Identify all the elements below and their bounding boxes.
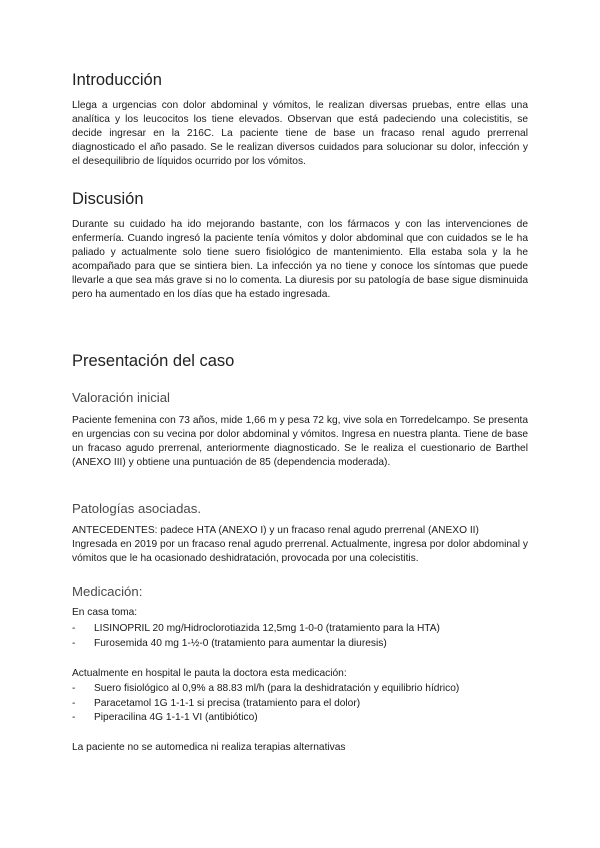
- list-item: - Suero fisiológico al 0,9% a 88.83 ml/h (para la deshidratación y equilibrio hídrico): [72, 682, 528, 697]
- list-item: - Furosemida 40 mg 1-½-0 (tratamiento para aumentar la diuresis): [72, 637, 528, 652]
- discusion-paragraph: Durante su cuidado ha ido mejorando bastante, con los fármacos y con las intervenciones de enfermería. Cuando ingresó la paciente tenía vómitos y dolor abdominal que con cuidados se le ha paliado y actualmente solo tiene suero fisiológico de mantenimiento. Ella estaba sola y la he acompañado para que se sintiera bien. La infección ya no tiene y conoce los síntomas que puede llevarle a que sea más grave si no lo comenta. La diuresis por su patología de base sigue disminuida pero ha aumentado en los días que ha estado ingresada.: [72, 219, 528, 300]
- hospital-medication-list: [72, 682, 528, 726]
- casa-label: En casa toma:: [72, 607, 138, 618]
- antecedentes-line: ANTECEDENTES: padece HTA (ANEXO I) y un fracaso renal agudo prerrenal (ANEXO II): [72, 525, 479, 536]
- introduccion-paragraph: Llega a urgencias con dolor abdominal y vómitos, le realizan diversas pruebas, entre ellas una analítica y los leucocitos los tiene elevados. Observan que está padeciendo una colecistitis, se decide ingresar en la 216C. La paciente tiene de base un fracaso renal agudo prerrenal diagnosticado el año pasado. Se le realizan diversos cuidados para solucionar su dolor, infección y el desequilibrio de líquidos ocurrido por los vómitos.: [72, 100, 528, 167]
- list-item: - Piperacilina 4G 1-1-1 VI (antibiótico): [72, 711, 528, 726]
- section-title-discusion: Discusión: [72, 190, 144, 208]
- closing-line: La paciente no se automedica ni realiza terapias alternativas: [72, 742, 346, 753]
- list-item: - Paracetamol 1G 1-1-1 si precisa (tratamiento para el dolor): [72, 697, 528, 712]
- list-item: - LISINOPRIL 20 mg/Hidroclorotiazida 12,5mg 1-0-0 (tratamiento para la HTA): [72, 622, 528, 637]
- subsection-title-patologias: Patologías asociadas.: [72, 501, 202, 516]
- casa-medication-list: [72, 622, 528, 651]
- patologias-paragraph: Ingresada en 2019 por un fracaso renal agudo prerrenal. Actualmente, ingresa por dolor abdominal y vómitos que le ha ocasionado deshidratación, provocada por una colecistitis.: [72, 539, 528, 564]
- valoracion-paragraph: Paciente femenina con 73 años, mide 1,66 m y pesa 72 kg, vive sola en Torredelcampo. Se presenta en urgencias con su vecina por dolor abdominal y vómitos. Ingresa en nuestra planta. Tiene de base un fracaso agudo prerrenal, anteriormente diagnosticado. Se le realiza el cuestionario de Barthel (ANEXO III) y obtiene una puntuación de 85 (dependencia moderada).: [72, 415, 528, 468]
- subsection-title-medicacion: Medicación:: [72, 584, 143, 599]
- hospital-label: Actualmente en hospital le pauta la doctora esta medicación:: [72, 668, 347, 679]
- subsection-title-valoracion: Valoración inicial: [72, 390, 170, 405]
- section-title-presentacion: Presentación del caso: [72, 352, 235, 370]
- section-title-introduccion: Introducción: [72, 71, 162, 89]
